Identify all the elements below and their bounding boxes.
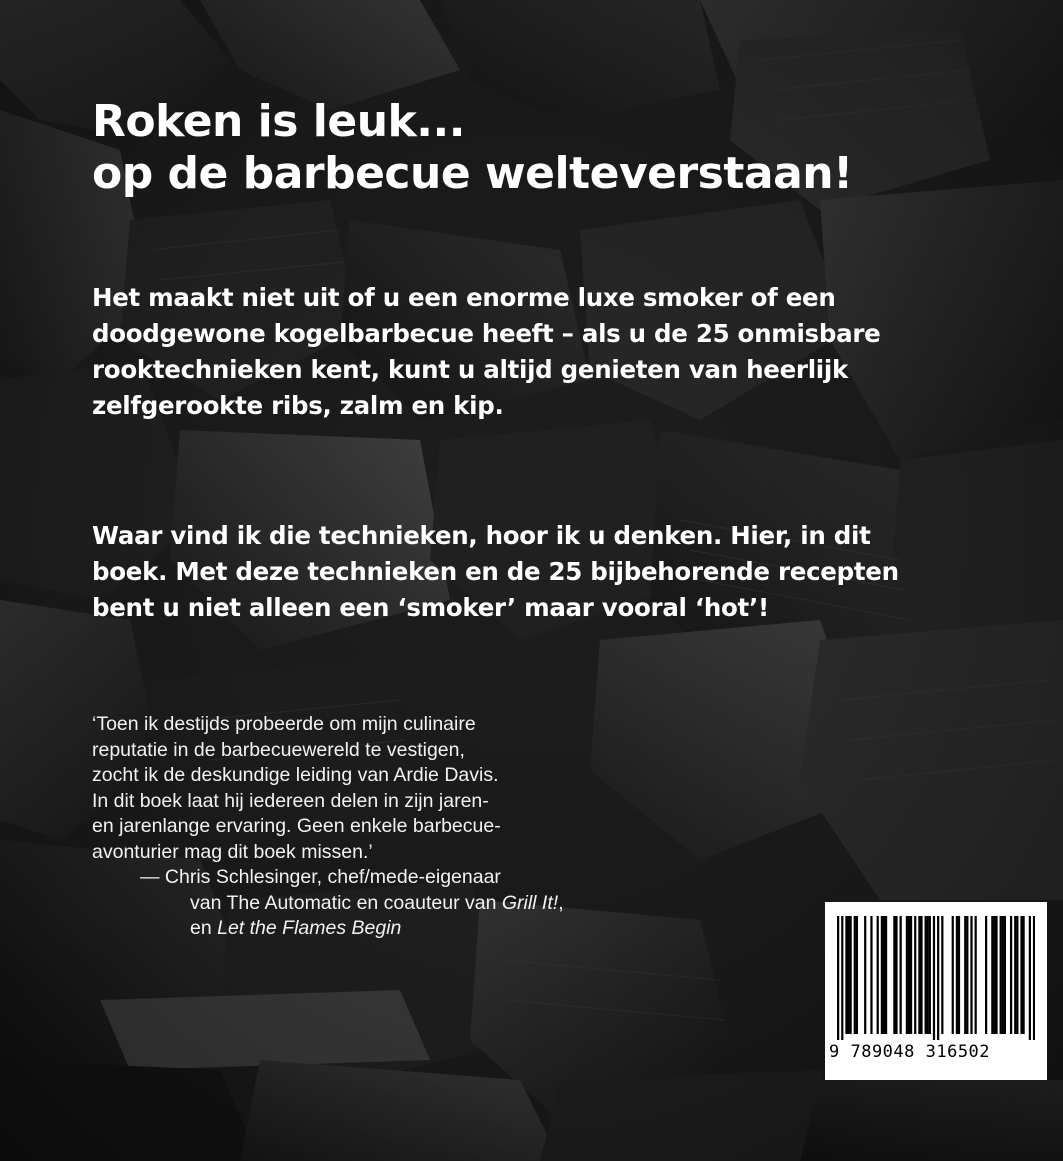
second-paragraph bbox=[92, 518, 1032, 626]
quote-line-2: reputatie in de barbecuewereld te vestigen, bbox=[92, 738, 465, 761]
barcode-bar bbox=[1016, 916, 1018, 1034]
barcode-bar bbox=[854, 916, 856, 1034]
barcode-bar bbox=[995, 916, 997, 1034]
barcode-bar bbox=[1020, 916, 1022, 1034]
barcode-bar bbox=[1022, 916, 1024, 1034]
book-title-let-the-flames-begin: Let the Flames Begin bbox=[217, 917, 402, 939]
quote-line-1: ‘Toen ik destijds probeerde om mijn culinaire bbox=[92, 713, 476, 735]
barcode-bar bbox=[864, 916, 866, 1034]
barcode-bar bbox=[958, 916, 960, 1034]
barcode-bar bbox=[993, 916, 995, 1034]
barcode-bar bbox=[870, 916, 872, 1034]
attribution-line-3-text: en bbox=[190, 917, 218, 939]
testimonial-quote bbox=[92, 712, 812, 865]
barcode-bar bbox=[885, 916, 887, 1034]
attribution-line-2-text: van The Automatic en coauteur van bbox=[190, 891, 502, 914]
barcode-bar bbox=[1004, 916, 1006, 1034]
barcode-bar bbox=[893, 916, 895, 1034]
barcode-bar bbox=[985, 916, 987, 1034]
isbn-number: 9 789048 316502 bbox=[829, 1042, 991, 1062]
second-line-1: Waar vind ik die technieken, hoor ik u denken. Hier, in dit bbox=[92, 521, 871, 550]
barcode-bar bbox=[933, 916, 935, 1040]
barcode-bar bbox=[1010, 916, 1012, 1034]
attribution-line-2 bbox=[140, 891, 800, 917]
quote-line-5: en jarenlange ervaring. Geen enkele barbecue- bbox=[92, 815, 501, 837]
barcode-bar bbox=[1014, 916, 1016, 1034]
intro-line-4: zelfgerookte ribs, zalm en kip. bbox=[92, 391, 504, 420]
second-line-3: bent u niet alleen een ‘smoker’ maar vooral ‘hot’! bbox=[92, 593, 769, 622]
barcode-bar bbox=[900, 916, 902, 1034]
barcode-bar bbox=[1002, 916, 1004, 1034]
barcode-bar bbox=[975, 916, 977, 1034]
quote-line-4: In dit boek laat hij iedereen delen in zijn jaren- bbox=[92, 789, 489, 812]
barcode-bar bbox=[964, 916, 966, 1034]
barcode-bar bbox=[952, 916, 954, 1034]
intro-line-3: rooktechnieken kent, kunt u altijd genieten van heerlijk bbox=[92, 355, 848, 384]
isbn-barcode bbox=[825, 902, 1047, 1080]
barcode-bar bbox=[881, 916, 883, 1034]
barcode-bar bbox=[1000, 916, 1002, 1034]
intro-line-1: Het maakt niet uit of u een enorme luxe smoker of een bbox=[92, 283, 836, 312]
quote-attribution bbox=[140, 865, 800, 942]
barcode-bar bbox=[847, 916, 849, 1034]
barcode-bar bbox=[956, 916, 958, 1034]
barcode-bar bbox=[1033, 916, 1035, 1040]
quote-line-3: zocht ik de deskundige leiding van Ardie Davis. bbox=[92, 764, 499, 786]
intro-line-2: doodgewone kogelbarbecue heeft – als u de 25 onmisbare bbox=[92, 319, 881, 348]
barcode-bar bbox=[895, 916, 897, 1034]
barcode-bar bbox=[837, 916, 839, 1040]
headline bbox=[92, 96, 1032, 200]
barcode-bar bbox=[970, 916, 972, 1034]
barcode-bar bbox=[914, 916, 916, 1034]
headline-line-1: Roken is leuk... bbox=[92, 96, 465, 147]
barcode-bar bbox=[929, 916, 931, 1034]
barcode-bar bbox=[1029, 916, 1031, 1040]
second-line-2: boek. Met deze technieken en de 25 bijbehorende recepten bbox=[92, 557, 899, 586]
barcode-bar bbox=[841, 916, 843, 1040]
attribution-line-3 bbox=[140, 916, 800, 942]
barcode-bar bbox=[877, 916, 879, 1034]
book-title-grill-it: Grill It! bbox=[501, 891, 559, 914]
barcode-bars bbox=[837, 916, 1035, 1040]
barcode-bar bbox=[908, 916, 910, 1034]
headline-line-2: op de barbecue welteverstaan! bbox=[92, 148, 853, 199]
barcode-bar bbox=[850, 916, 852, 1034]
barcode-bar bbox=[925, 916, 927, 1034]
barcode-bar bbox=[906, 916, 908, 1034]
barcode-bar bbox=[918, 916, 920, 1034]
barcode-bar bbox=[927, 916, 929, 1034]
barcode-bar bbox=[966, 916, 968, 1034]
barcode-bar bbox=[920, 916, 922, 1034]
barcode-bar bbox=[883, 916, 885, 1034]
intro-paragraph bbox=[92, 280, 1032, 424]
barcode-bar bbox=[845, 916, 847, 1034]
barcode-bar bbox=[941, 916, 943, 1034]
barcode-bar bbox=[937, 916, 939, 1040]
barcode-bar bbox=[910, 916, 912, 1034]
quote-line-6: avonturier mag dit boek missen.’ bbox=[92, 840, 373, 863]
attribution-line-1: — Chris Schlesinger, chef/mede-eigenaar bbox=[140, 866, 501, 888]
barcode-bar bbox=[856, 916, 858, 1034]
barcode-bar bbox=[991, 916, 993, 1034]
attribution-line-2-comma: , bbox=[558, 891, 564, 914]
